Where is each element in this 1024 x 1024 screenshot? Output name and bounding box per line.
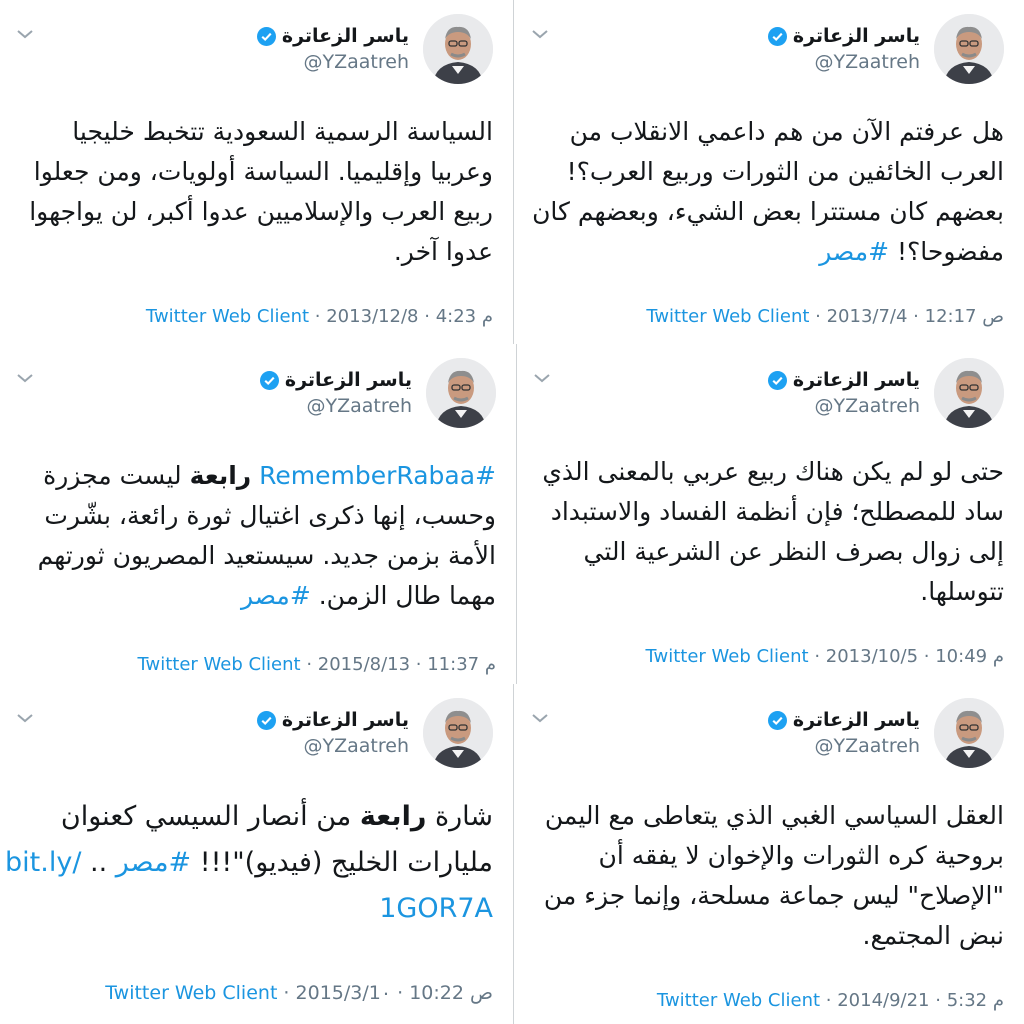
chevron-down-icon[interactable] — [16, 28, 34, 40]
user-handle[interactable]: @YZaatreh — [814, 735, 920, 757]
user-handle[interactable]: @YZaatreh — [814, 51, 920, 73]
tweet-card[interactable] — [515, 0, 1024, 344]
profile-avatar[interactable] — [423, 14, 493, 84]
column-divider — [513, 684, 514, 1024]
tweet-card[interactable] — [517, 344, 1024, 684]
tweet-text: السياسة الرسمية السعودية تتخبط خليجيا وعربيا وإقليميا. السياسة أولويات، ومن جعلوا ربيع العرب والإسلاميين عدوا أكبر، لن يواجهوا عدوا آخر. — [29, 117, 493, 266]
hashtag-link[interactable]: #مصر — [115, 847, 192, 878]
profile-avatar[interactable] — [934, 698, 1004, 768]
user-name[interactable]: ياسر الزعاترة — [792, 25, 920, 47]
tweet-text: العقل السياسي الغبي الذي يتعاطى مع اليمن بروحية كره الثورات والإخوان لا يفقه أن "الإصلاح" ليس جماعة مسلحة، وإنما جزء من نبض المجتمع. — [543, 801, 1004, 950]
tweet-date[interactable]: 2013/12/8 — [326, 306, 419, 327]
client-link[interactable]: Twitter Web Client — [145, 306, 310, 327]
url-link[interactable]: 1GOR7A — [379, 893, 493, 924]
chevron-down-icon[interactable] — [16, 712, 34, 724]
tweet-card[interactable] — [0, 684, 513, 1024]
tweet-date[interactable]: 2013/7/4 — [826, 306, 908, 327]
tweet-header — [768, 358, 1004, 428]
tweet-header — [260, 358, 496, 428]
tweet-date[interactable]: 2015/3/1٠ — [295, 982, 392, 1004]
tweet-card[interactable] — [0, 344, 516, 684]
profile-avatar[interactable] — [934, 14, 1004, 84]
profile-avatar[interactable] — [423, 698, 493, 768]
tweet-header — [768, 14, 1004, 84]
chevron-down-icon[interactable] — [531, 28, 549, 40]
verified-badge-icon — [768, 371, 787, 390]
tweet-meta: Twitter Web Client · ص 10:22 · 2015/3/1٠ — [105, 982, 493, 1004]
tweet-header — [768, 698, 1004, 768]
verified-badge-icon — [257, 27, 276, 46]
user-name[interactable]: ياسر الزعاترة — [792, 369, 920, 391]
tweet-meta: Twitter Web Client · ص 12:17 · 2013/7/4 — [646, 306, 1004, 327]
user-name[interactable]: ياسر الزعاترة — [284, 369, 412, 391]
user-handle[interactable]: @YZaatreh — [814, 395, 920, 417]
tweet-text: شارة رابعة من أنصار السيسي كعنوان مليارات الخليج (فيديو)"!!! #مصر .. bit.ly/ 1GOR7A — [5, 801, 493, 924]
hashtag-link[interactable]: #مصر — [240, 581, 311, 610]
tweet-date[interactable]: 2013/10/5 — [825, 646, 919, 667]
tweet-date[interactable]: 2015/8/13 — [317, 654, 411, 675]
profile-avatar[interactable] — [934, 358, 1004, 428]
hashtag-link[interactable]: #RememberRabaa — [259, 461, 496, 490]
tweet-meta: Twitter Web Client · م 10:49 · 2013/10/5 — [645, 646, 1004, 667]
client-link[interactable]: Twitter Web Client — [656, 990, 821, 1011]
tweet-meta: Twitter Web Client · م 5:32 · 2014/9/21 — [656, 990, 1004, 1011]
client-link[interactable]: Twitter Web Client — [105, 982, 278, 1004]
tweet-text: حتى لو لم يكن هناك ربيع عربي بالمعنى الذي ساد للمصطلح؛ فإن أنظمة الفساد والاستبداد إلى زوال بصرف النظر عن الشرعية التي تتوسلها. — [542, 457, 1004, 606]
tweet-header — [257, 698, 493, 768]
client-link[interactable]: Twitter Web Client — [645, 646, 809, 667]
url-link[interactable]: bit.ly/ — [5, 847, 82, 878]
verified-badge-icon — [768, 27, 787, 46]
chevron-down-icon[interactable] — [533, 372, 551, 384]
client-link[interactable]: Twitter Web Client — [646, 306, 810, 327]
tweet-meta: Twitter Web Client · م 4:23 · 2013/12/8 — [145, 306, 493, 327]
verified-badge-icon — [260, 371, 279, 390]
chevron-down-icon[interactable] — [531, 712, 549, 724]
tweet-header — [257, 14, 493, 84]
user-name[interactable]: ياسر الزعاترة — [792, 709, 920, 731]
tweet-text: هل عرفتم الآن من هم داعمي الانقلاب من العرب الخائفين من الثورات وربيع العرب؟! بعضهم كان مستترا بعض الشيء، وبعضهم كان مفضوحا؟! #مصر — [532, 117, 1004, 266]
verified-badge-icon — [257, 711, 276, 730]
hashtag-link[interactable]: #مصر — [819, 237, 890, 266]
user-name[interactable]: ياسر الزعاترة — [281, 25, 409, 47]
chevron-down-icon[interactable] — [16, 372, 34, 384]
tweet-text: #RememberRabaa رابعة ليست مجزرة وحسب، إنها ذكرى اغتيال ثورة رائعة، بشّرت الأمة بزمن جديد. سيستعيد المصريون ثورتهم مهما طال الزمن. #مصر — [37, 461, 496, 610]
tweet-date[interactable]: 2014/9/21 — [837, 990, 930, 1011]
tweet-card[interactable] — [515, 684, 1024, 1024]
tweet-meta: Twitter Web Client · م 11:37 · 2015/8/13 — [137, 654, 496, 675]
column-divider — [513, 0, 514, 344]
verified-badge-icon — [768, 711, 787, 730]
user-name[interactable]: ياسر الزعاترة — [281, 709, 409, 731]
user-handle[interactable]: @YZaatreh — [303, 735, 409, 757]
client-link[interactable]: Twitter Web Client — [137, 654, 301, 675]
user-handle[interactable]: @YZaatreh — [306, 395, 412, 417]
user-handle[interactable]: @YZaatreh — [303, 51, 409, 73]
profile-avatar[interactable] — [426, 358, 496, 428]
tweet-card[interactable] — [0, 0, 513, 344]
